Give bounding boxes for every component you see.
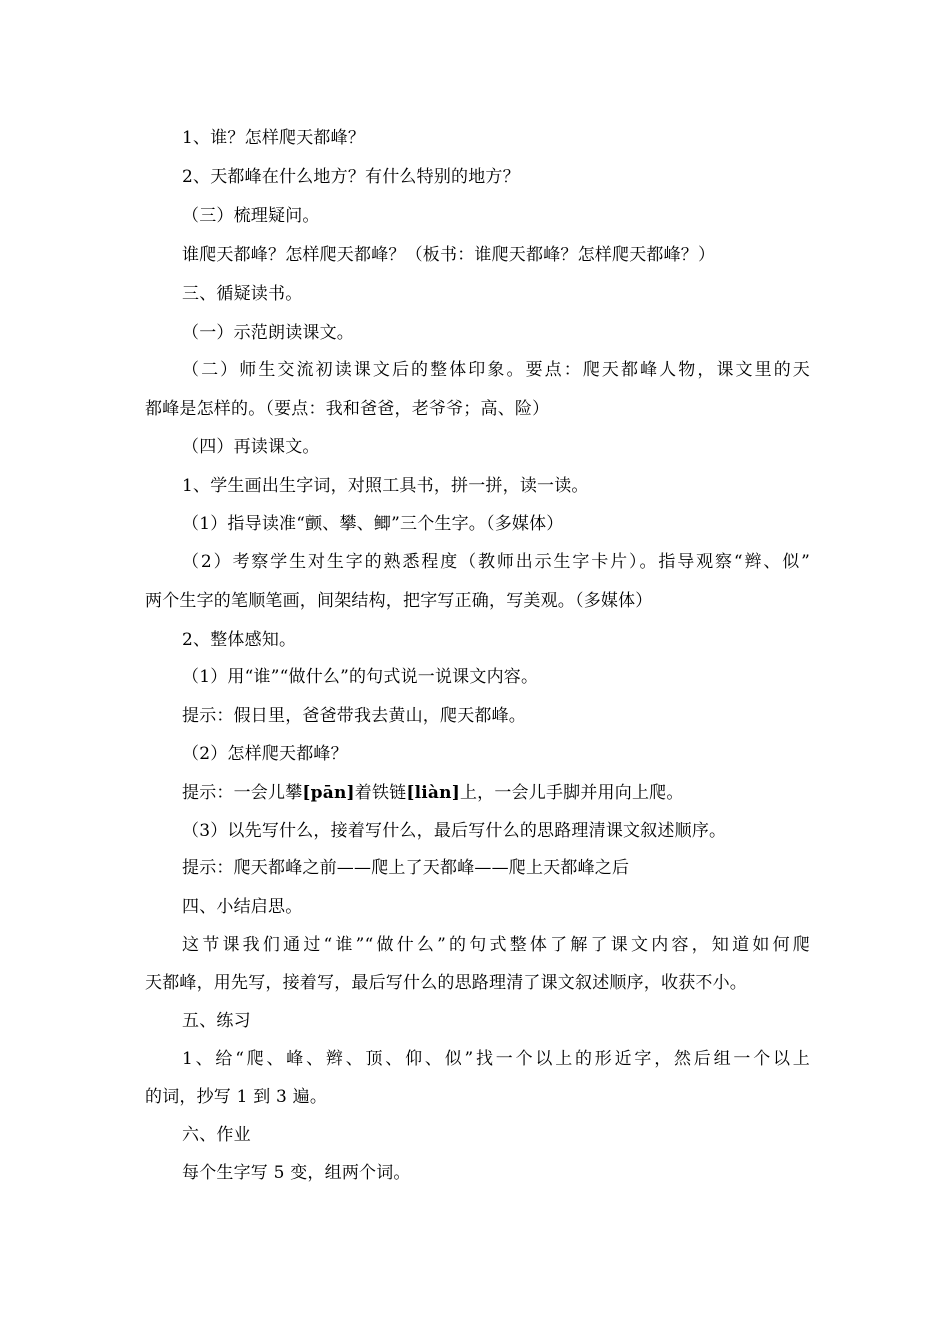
section-heading: 三、循疑读书。	[182, 284, 303, 304]
text-line: （四）再读课文。	[182, 437, 320, 457]
hint-text: 着铁链	[354, 783, 407, 803]
hint-line	[182, 782, 810, 804]
text-line: 2、天都峰在什么地方？有什么特别的地方？	[182, 167, 520, 187]
text-line: （1）指导读准“颤、攀、鲫”三个生字。（多媒体）	[182, 514, 564, 534]
pinyin-annotation: [pān]	[302, 783, 355, 803]
text-line: 的词，抄写 1 到 3 遍。	[145, 1087, 328, 1107]
text-line: 这节课我们通过“谁”“做什么”的句式整体了解了课文内容，知道如何爬	[182, 935, 810, 955]
text-line: 1、学生画出生字词，对照工具书，拼一拼，读一读。	[182, 476, 589, 496]
text-line: 提示：假日里，爸爸带我去黄山，爬天都峰。	[182, 706, 526, 726]
text-line: 1、给“爬、峰、辫、顶、仰、似”找一个以上的形近字，然后组一个以上	[182, 1049, 810, 1069]
hint-text: 提示：一会儿攀	[182, 783, 303, 803]
text-line: （一）示范朗读课文。	[182, 323, 354, 343]
text-line: 提示：爬天都峰之前——爬上了天都峰——爬上天都峰之后	[182, 858, 630, 878]
pinyin-annotation: [liàn]	[406, 783, 460, 803]
section-heading: 五、练习	[182, 1011, 251, 1031]
text-line: 两个生字的笔顺笔画，间架结构，把字写正确，写美观。（多媒体）	[145, 591, 653, 611]
text-line: （1）用“谁”“做什么”的句式说一说课文内容。	[182, 667, 539, 687]
text-line: 每个生字写 5 变，组两个词。	[182, 1163, 411, 1183]
text-line: （二）师生交流初读课文后的整体印象。要点：爬天都峰人物，课文里的天	[182, 360, 810, 380]
text-line: 1、谁？怎样爬天都峰？	[182, 128, 366, 148]
section-heading: 四、小结启思。	[182, 897, 303, 917]
text-line: （2）怎样爬天都峰？	[182, 744, 348, 764]
text-line: 都峰是怎样的。（要点：我和爸爸，老爷爷；高、险）	[145, 399, 550, 419]
text-line: 2、整体感知。	[182, 630, 297, 650]
text-line: （三）梳理疑问。	[182, 206, 320, 226]
text-line: （2）考察学生对生字的熟悉程度（教师出示生字卡片）。指导观察“辫、似”	[182, 552, 810, 572]
text-line: （3）以先写什么，接着写什么，最后写什么的思路理清课文叙述顺序。	[182, 821, 727, 841]
text-line: 天都峰，用先写，接着写，最后写什么的思路理清了课文叙述顺序，收获不小。	[145, 973, 747, 993]
hint-text: 上，一会儿手脚并用向上爬。	[459, 783, 684, 803]
text-line: 谁爬天都峰？怎样爬天都峰？（板书：谁爬天都峰？怎样爬天都峰？）	[182, 245, 716, 265]
section-heading: 六、作业	[182, 1125, 251, 1145]
